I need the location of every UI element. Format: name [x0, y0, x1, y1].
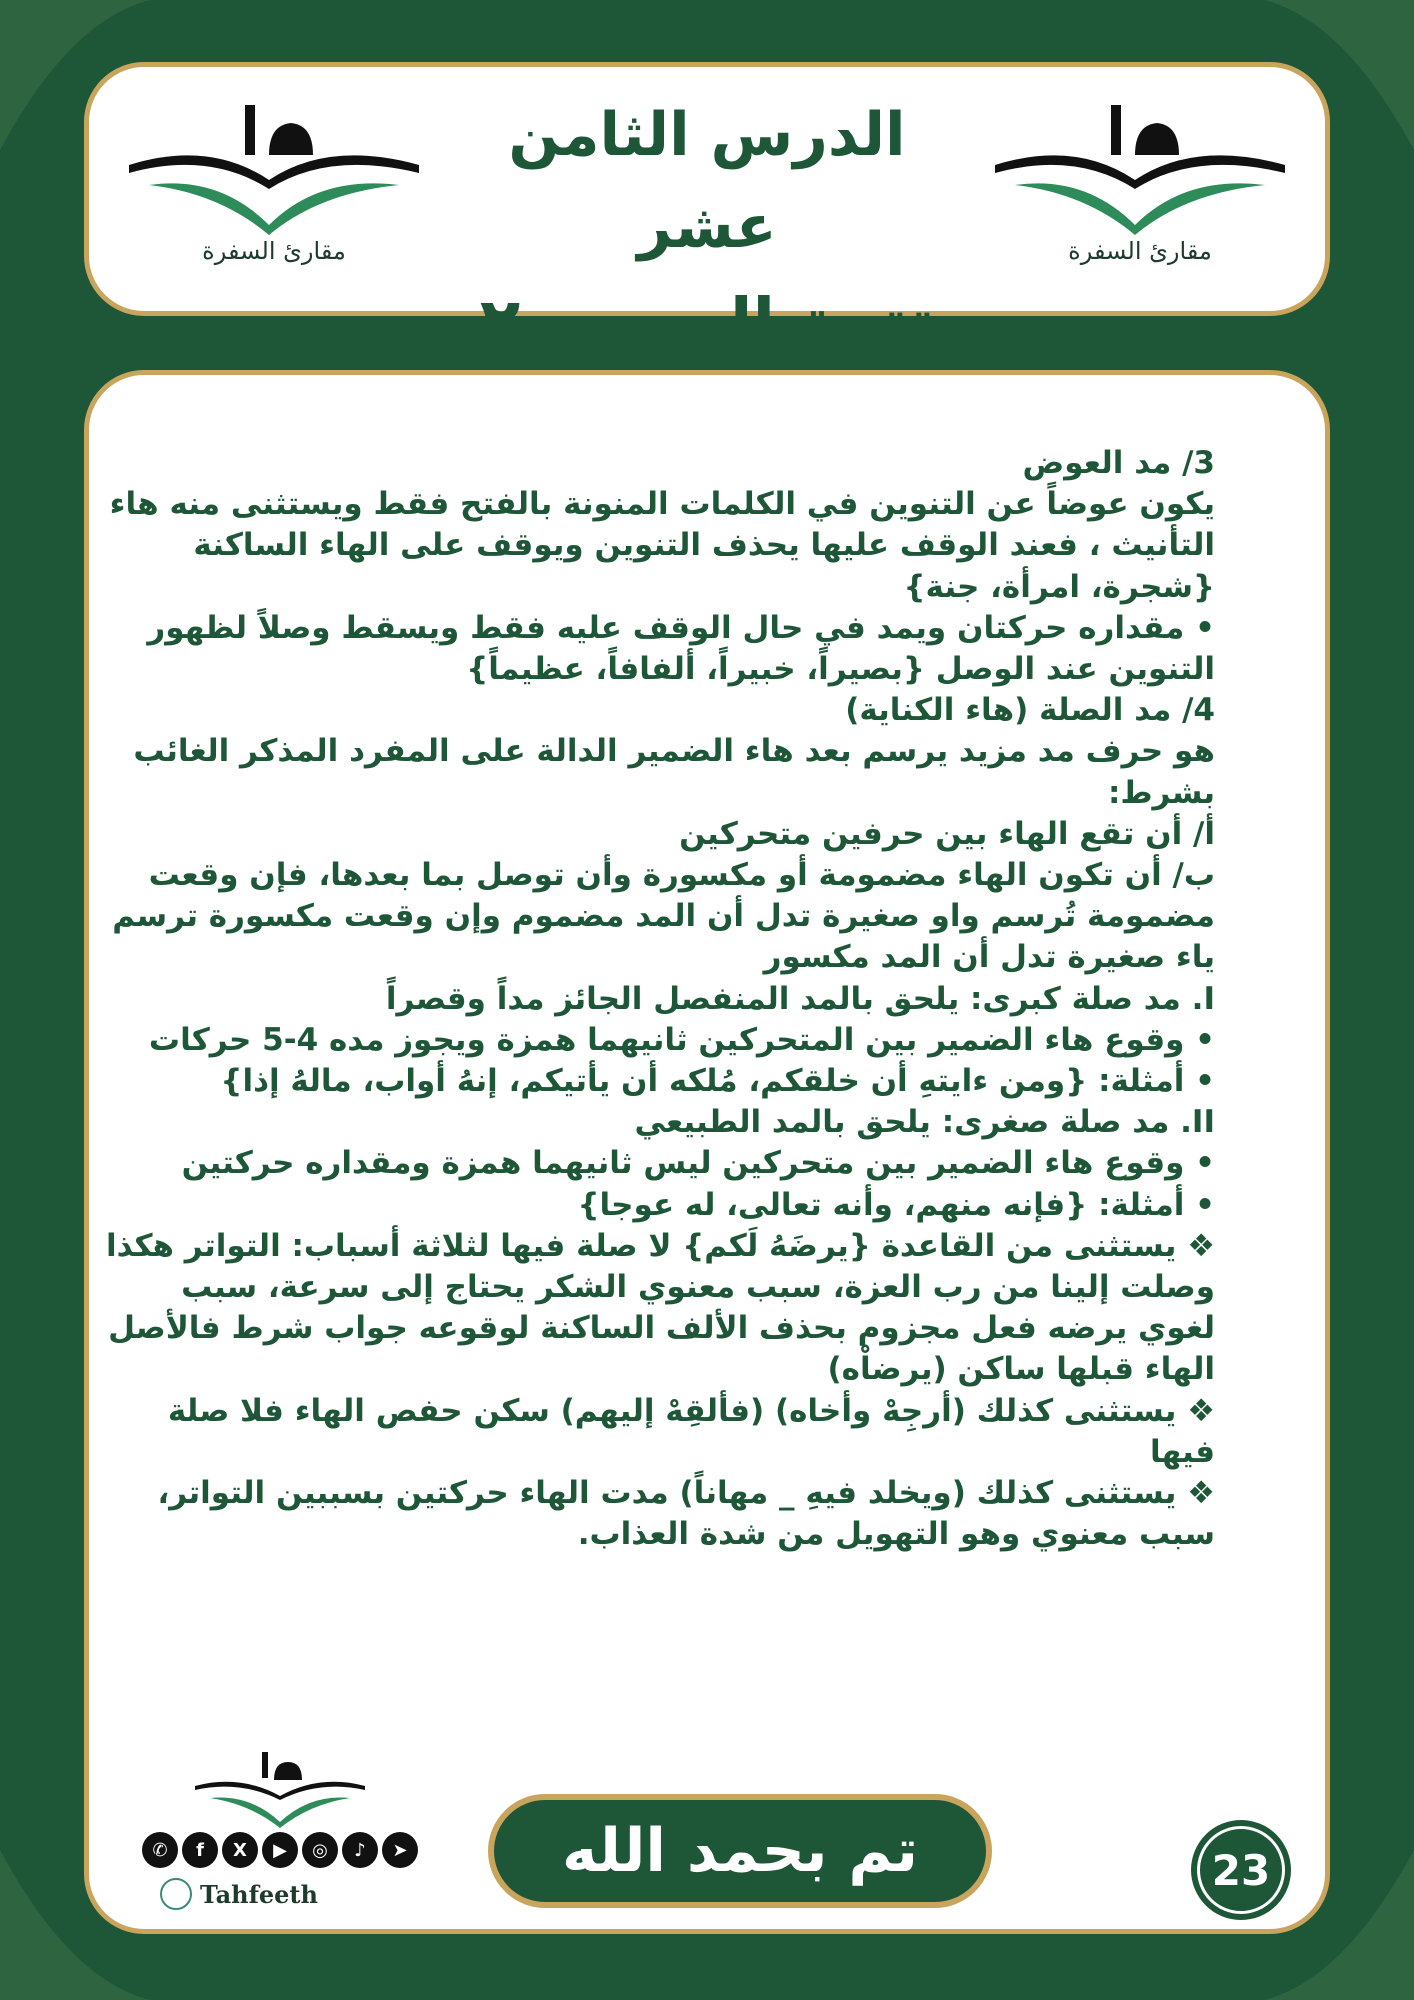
page-title	[429, 89, 985, 373]
youtube-icon[interactable]: ▶	[262, 1832, 298, 1868]
brand-block	[130, 1748, 450, 1918]
x-icon[interactable]: X	[222, 1832, 258, 1868]
content-line: • وقوع هاء الضمير بين المتحركين ثانيهما همزة ويجوز مده 4-5 حركات	[101, 1020, 1215, 1061]
closing-text: تم بحمد الله	[562, 1816, 918, 1886]
lesson-body	[101, 443, 1313, 1555]
telegram-icon[interactable]: ➤	[382, 1832, 418, 1868]
content-line: • مقداره حركتان ويمد في حال الوقف عليه فقط ويسقط وصلاً لظهور التنوين عند الوصل {بصيراً، خبيراً، ألفافاً، عظيماً}	[101, 608, 1215, 690]
page-number: 23	[1211, 1845, 1271, 1895]
whatsapp-icon[interactable]: ✆	[142, 1832, 178, 1868]
content-line: ب/ أن تكون الهاء مضمومة أو مكسورة وأن توصل بما بعدها، فإن وقعت مضمومة تُرسم واو صغيرة تدل أن المد مضموم وإن وقعت مكسورة ترسم ياء صغيرة تدل أن المد مكسور	[112, 857, 1215, 976]
logo-caption: مقارئ السفرة	[1068, 237, 1212, 265]
content-line: I. مد صلة كبرى: يلحق بالمد المنفصل الجائز مداً وقصراً	[385, 980, 1215, 1017]
logo-left	[119, 85, 429, 285]
header-panel	[84, 62, 1330, 361]
logo-caption: مقارئ السفرة	[202, 237, 346, 265]
content-line: ❖ يستثنى كذلك (أرجِهْ وأخاه) (فألقِهْ إليهم) سكن حفص الهاء فلا صلة فيها	[101, 1391, 1215, 1473]
site-link[interactable]	[160, 1878, 318, 1910]
content-line: II. مد صلة صغرى: يلحق بالمد الطبيعي	[634, 1104, 1215, 1141]
content-line: • أمثلة: {فإنه منهم، وأنه تعالى، له عوجا}	[101, 1185, 1215, 1226]
lesson-title: الدرس الثامن عشر	[508, 100, 906, 262]
lesson-subtitle: تتمة المدود -٢	[479, 284, 935, 361]
content-line: 3/ مد العوض	[1022, 445, 1215, 481]
globe-icon	[160, 1878, 192, 1910]
mosque-book-icon	[190, 1748, 370, 1828]
content-line: هو حرف مد مزيد يرسم بعد هاء الضمير الدالة على المفرد المذكر الغائب بشرط:	[133, 733, 1215, 811]
content-line: • وقوع هاء الضمير بين متحركين ليس ثانيهما همزة ومقداره حركتين	[101, 1143, 1215, 1184]
site-name: Tahfeeth	[200, 1879, 318, 1909]
content-line: • أمثلة: {ومن ءايتهِ أن خلقكم، مُلكه أن يأتيكم، إنهُ أواب، مالهُ إذا}	[101, 1061, 1215, 1102]
tiktok-icon[interactable]: ♪	[342, 1832, 378, 1868]
mosque-book-icon	[985, 85, 1295, 235]
content-line: أ/ أن تقع الهاء بين حرفين متحركين	[679, 815, 1215, 852]
content-line: 4/ مد الصلة (هاء الكناية)	[845, 692, 1215, 729]
content-line: ❖ يستثنى من القاعدة {يرضَهُ لَكم} لا صلة فيها لثلاثة أسباب: التواتر هكذا وصلت إلينا من رب العزة، سبب معنوي الشكر يحتاج إلى سرعة، سبب لغوي يرضه فعل مجزوم بحذف الألف الساكنة لوقوعه جواب شرط فالأصل الهاء قبلها ساكن (يرضاْه)	[101, 1226, 1215, 1391]
content-line: يكون عوضاً عن التنوين في الكلمات المنونة بالفتح فقط ويستثنى منه هاء التأنيث ، فعند الوقف عليها يحذف التنوين ويوقف على الهاء الساكنة {شجرة، امرأة، جنة}	[109, 486, 1215, 605]
instagram-icon[interactable]: ◎	[302, 1832, 338, 1868]
content-panel	[84, 370, 1330, 1934]
facebook-icon[interactable]: f	[182, 1832, 218, 1868]
mosque-book-icon	[119, 85, 429, 235]
content-line: ❖ يستثنى كذلك (ويخلد فيهِ _ مهاناً) مدت الهاء حركتين بسببين التواتر، سبب معنوي وهو التهويل من شدة العذاب.	[101, 1473, 1215, 1555]
closing-banner	[488, 1794, 992, 1908]
page-number-badge	[1191, 1820, 1291, 1920]
social-icons	[142, 1832, 418, 1868]
logo-right	[985, 85, 1295, 285]
